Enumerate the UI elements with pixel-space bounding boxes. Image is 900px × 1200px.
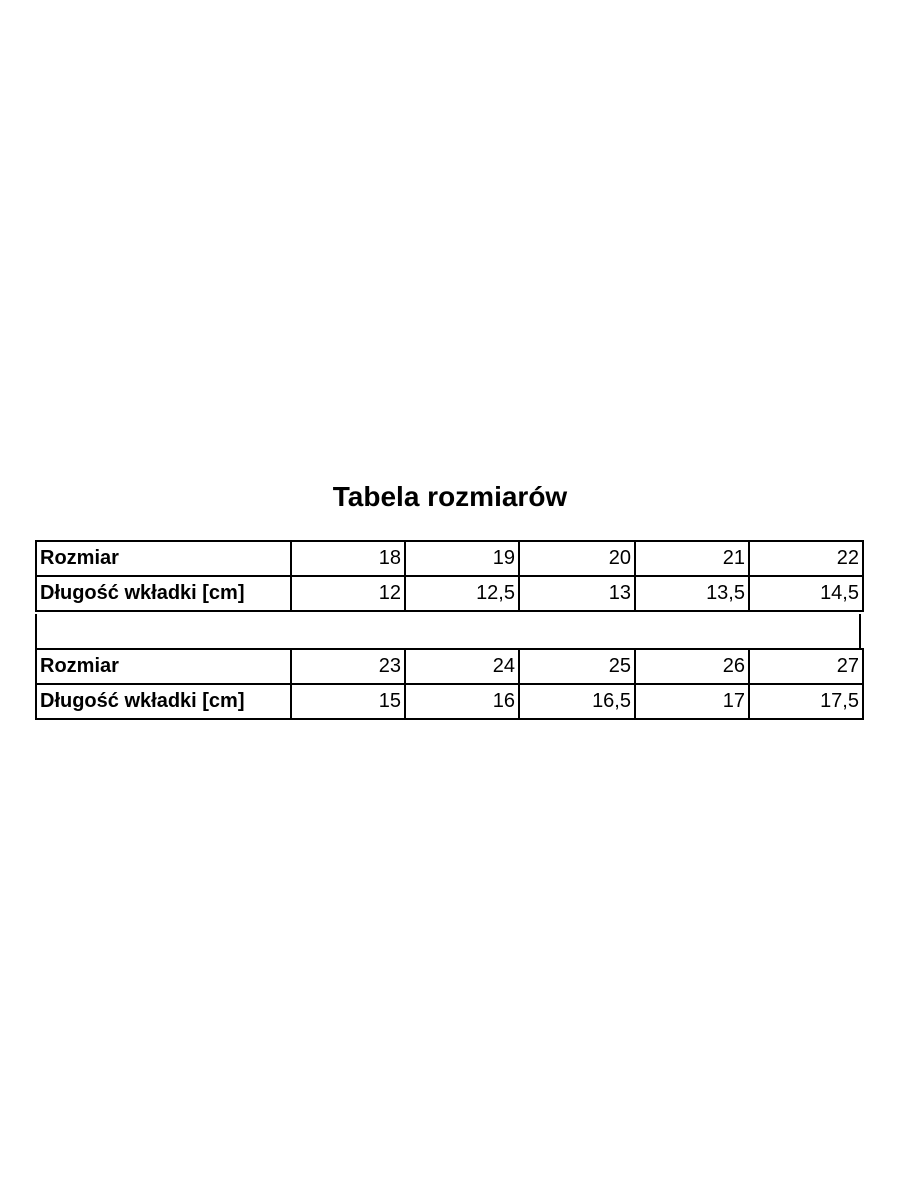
insole-length-cell: 12 xyxy=(291,576,405,611)
size-row xyxy=(36,649,863,684)
insole-length-cell: 13 xyxy=(519,576,635,611)
size-cell: 23 xyxy=(291,649,405,684)
size-cell: 22 xyxy=(749,541,863,576)
size-cell: 18 xyxy=(291,541,405,576)
size-cell: 21 xyxy=(635,541,749,576)
size-cell: 20 xyxy=(519,541,635,576)
insole-length-cell: 12,5 xyxy=(405,576,519,611)
size-table-1 xyxy=(35,540,864,612)
size-cell: 24 xyxy=(405,649,519,684)
insole-length-cell: 17 xyxy=(635,684,749,719)
insole-length-row xyxy=(36,684,863,719)
size-cell: 19 xyxy=(405,541,519,576)
insole-length-cell: 14,5 xyxy=(749,576,863,611)
page-title: Tabela rozmiarów xyxy=(332,481,568,512)
size-cell: 26 xyxy=(635,649,749,684)
row-label-size: Rozmiar xyxy=(36,649,291,684)
insole-length-cell: 16 xyxy=(405,684,519,719)
insole-length-row xyxy=(36,576,863,611)
table-spacer xyxy=(35,614,861,648)
row-label-insole-length: Długość wkładki [cm] xyxy=(36,576,291,611)
size-table-2 xyxy=(35,648,864,720)
size-row xyxy=(36,541,863,576)
insole-length-cell: 13,5 xyxy=(635,576,749,611)
row-label-size: Rozmiar xyxy=(36,541,291,576)
insole-length-cell: 16,5 xyxy=(519,684,635,719)
size-cell: 27 xyxy=(749,649,863,684)
size-cell: 25 xyxy=(519,649,635,684)
row-label-insole-length: Długość wkładki [cm] xyxy=(36,684,291,719)
insole-length-cell: 15 xyxy=(291,684,405,719)
insole-length-cell: 17,5 xyxy=(749,684,863,719)
